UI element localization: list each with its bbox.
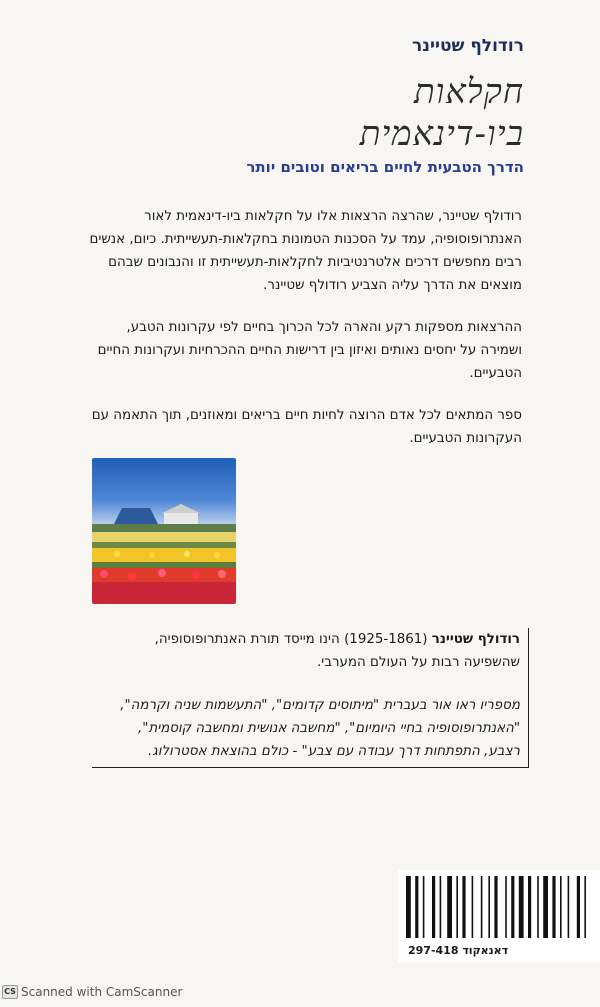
books-line: "האנתרופוסופיה בחיי היומיום", "מחשבה אנושית ומחשבה קוסמית", bbox=[138, 721, 520, 736]
barcode-bar bbox=[447, 876, 452, 938]
blurb bbox=[82, 205, 522, 469]
blurb-paragraph: ספר המתאים לכל אדם הרוצה לחיות חיים בריאים ומאוזנים, תוך התאמה עם העקרונות הטבעיים. bbox=[91, 408, 522, 446]
tulip-field-illustration bbox=[92, 458, 236, 604]
barcode-bar bbox=[568, 876, 570, 938]
barcode-bar bbox=[519, 876, 524, 938]
barcode-bar bbox=[543, 876, 548, 938]
barcode-bar bbox=[577, 876, 580, 938]
tulip-field-photo bbox=[92, 458, 236, 604]
blurb-paragraph: ההרצאות מספקות רקע והארה לכל הכרוך בחיים לפי עקרונות הטבע, ושמירה על יחסים נאותים ואיזון בין דרישות החיים ההכרחיות ועקרונות החיים הטבעיים. bbox=[97, 320, 522, 381]
barcode-bar bbox=[584, 876, 586, 938]
camscanner-watermark bbox=[2, 985, 182, 999]
bio-line-1 bbox=[92, 628, 520, 651]
camscanner-text: Scanned with CamScanner bbox=[21, 985, 183, 999]
book-title-line1: חקלאות bbox=[413, 72, 524, 112]
author-name: רודולף שטיינר bbox=[412, 36, 524, 56]
books-list bbox=[92, 694, 520, 763]
barcode-bar bbox=[494, 876, 497, 938]
book-subtitle: הדרך הטבעית לחיים בריאים וטובים יותר bbox=[246, 158, 524, 176]
barcode-bar bbox=[528, 876, 531, 938]
bio-line-2: שהשפיעה רבות על העולם המערבי. bbox=[316, 655, 520, 670]
books-line: מספריו ראו אור בעברית "מיתוסים קדומים", "התעשמות שניה וקרמה", bbox=[120, 698, 520, 713]
book-title-line2: ביו-דינאמית bbox=[359, 114, 524, 154]
bio-description: הינו מייסד תורת האנתרופוסופיה, bbox=[154, 632, 340, 647]
books-line: רצבע, התפתחות דרך עבודה עם צבע" - כולם בהוצאת אסטרולוג. bbox=[148, 744, 520, 759]
barcode-bar bbox=[406, 876, 411, 938]
barcode-bar bbox=[456, 876, 458, 938]
bio-author-name: רודולף שטיינר bbox=[431, 632, 520, 647]
blurb-paragraph: רודולף שטיינר, שהרצה הרצאות אלו על חקלאות ביו-דינאמית לאור האנתרופוסופיה, עמד על הסכנות הטמונות בחקלאות-תעשייתית. כיום, אנשים רבים מחפשים דרכים אלטרנטיביות לחקלאות-תעשייתית זו והנבונים שבהם מוצאים את הדרך עליה הצביע רודולף שטיינר. bbox=[89, 209, 522, 293]
barcode-bar bbox=[481, 876, 483, 938]
barcode-bar bbox=[488, 876, 490, 938]
barcode-bar bbox=[505, 876, 507, 938]
barcode-bar bbox=[440, 876, 442, 938]
barcode-bar bbox=[423, 876, 425, 938]
barcode-bar bbox=[511, 876, 514, 938]
barcode-bar bbox=[552, 876, 555, 938]
barcode-bar bbox=[415, 876, 418, 938]
bio-years: (1925-1861) bbox=[344, 632, 428, 647]
barcode-bar bbox=[560, 876, 562, 938]
barcode-number: דאנאקוד 297-418 bbox=[408, 944, 509, 957]
barcode-bar bbox=[537, 876, 539, 938]
barcode-bar bbox=[472, 876, 474, 938]
barcode-bar bbox=[432, 876, 435, 938]
barcode-bar bbox=[462, 876, 465, 938]
author-bio bbox=[92, 628, 529, 768]
camscanner-logo: CS bbox=[2, 985, 18, 999]
